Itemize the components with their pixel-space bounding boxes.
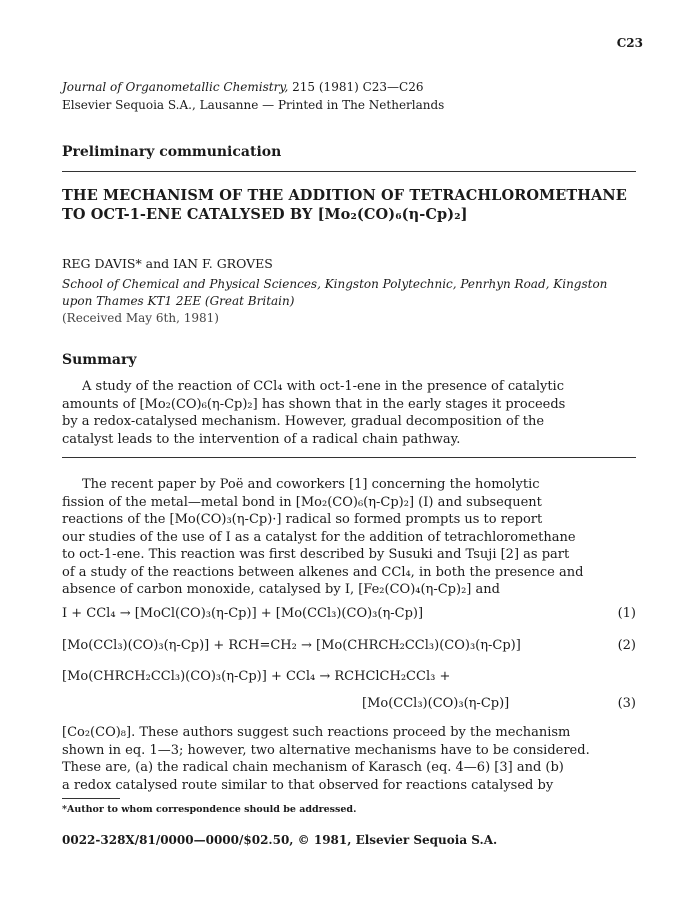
article-title — [62, 186, 627, 224]
equation-1 — [62, 606, 636, 621]
footnote-rule — [62, 798, 120, 799]
received-date: (Received May 6th, 1981) — [62, 311, 219, 325]
summary-line: by a redox-catalysed mechanism. However, gradual decomposition of the — [62, 414, 545, 429]
equation-text: [Mo(CHRCH₂CCl₃)(CO)₃(η-Cp)] + CCl₄ → RCHClCH₂CCl₃ + — [62, 669, 451, 684]
title-line-2: TO OCT-1-ENE CATALYSED BY [Mo₂(CO)₆(η-Cp)₂] — [62, 206, 468, 223]
body-line: The recent paper by Poë and coworkers [1] concerning the homolytic — [82, 477, 540, 492]
title-line-1: THE MECHANISM OF THE ADDITION OF TETRACHLOROMETHANE — [62, 187, 627, 204]
body-line: fission of the metal—metal bond in [Mo₂(CO)₆(η-Cp)₂] (I) and subsequent — [62, 494, 542, 510]
issn-line: 0022-328X/81/0000—0000/$02.50, © 1981, Elsevier Sequoia S.A. — [62, 833, 498, 847]
journal-header — [62, 78, 444, 114]
page-number: C23 — [616, 36, 643, 50]
summary-heading: Summary — [62, 352, 137, 368]
journal-publisher: Elsevier Sequoia S.A., Lausanne — Printed in The Netherlands — [62, 98, 445, 112]
equation-text: I + CCl₄ → [MoCl(CO)₃(η-Cp)] + [Mo(CCl₃)(CO)₃(η-Cp)] — [62, 606, 424, 621]
equation-number: (2) — [617, 638, 636, 653]
body-line: a redox catalysed route similar to that observed for reactions catalysed by — [62, 777, 554, 793]
body-line: [Co₂(CO)₈]. These authors suggest such reactions proceed by the mechanism — [62, 725, 571, 740]
equation-text: [Mo(CCl₃)(CO)₃(η-Cp)] + RCH=CH₂ → [Mo(CHRCH₂CCl₃)(CO)₃(η-Cp)] — [62, 638, 521, 653]
body-line: of a study of the reactions between alkenes and CCl₄, in both the presence and — [62, 564, 584, 580]
summary-line: amounts of [Mo₂(CO)₆(η-Cp)₂] has shown that in the early stages it proceeds — [62, 396, 566, 412]
affiliation-line-1: School of Chemical and Physical Sciences, Kingston Polytechnic, Penrhyn Road, Kingston — [62, 277, 608, 291]
body-line: reactions of the [Mo(CO)₃(η-Cp)·] radical so formed prompts us to report — [62, 512, 543, 527]
equation-number: (3) — [617, 696, 636, 711]
summary-rule — [62, 457, 636, 458]
body-line: absence of carbon monoxide, catalysed by I, [Fe₂(CO)₄(η-Cp)₂] and — [62, 582, 500, 597]
equation-text: [Mo(CCl₃)(CO)₃(η-Cp)] — [362, 696, 510, 711]
body-continued — [62, 724, 636, 794]
summary-text — [62, 378, 636, 448]
equation-3a — [62, 669, 636, 684]
header-rule — [62, 171, 636, 172]
footnote: *Author to whom correspondence should be addressed. — [62, 804, 357, 815]
body-line: shown in eq. 1—3; however, two alternative mechanisms have to be considered. — [62, 742, 590, 758]
summary-line: A study of the reaction of CCl₄ with oct-1-ene in the presence of catalytic — [82, 379, 564, 394]
journal-citation: 215 (1981) C23—C26 — [288, 80, 424, 94]
summary-line: catalyst leads to the intervention of a radical chain pathway. — [62, 431, 461, 447]
body-line: our studies of the use of I as a catalyst for the addition of tetrachloromethane — [62, 529, 576, 545]
equation-number: (1) — [617, 606, 636, 621]
affiliation-line-2: upon Thames KT1 2EE (Great Britain) — [62, 294, 295, 308]
affiliation — [62, 276, 607, 310]
equation-2 — [62, 638, 636, 653]
authors: REG DAVIS* and IAN F. GROVES — [62, 256, 273, 271]
body-line: These are, (a) the radical chain mechanism of Karasch (eq. 4—6) [3] and (b) — [62, 760, 564, 775]
journal-name: Journal of Organometallic Chemistry, — [62, 80, 289, 94]
body-intro — [62, 476, 636, 599]
body-line: to oct-1-ene. This reaction was first described by Susuki and Tsuji [2] as part — [62, 547, 570, 562]
section-label: Preliminary communication — [62, 144, 282, 160]
